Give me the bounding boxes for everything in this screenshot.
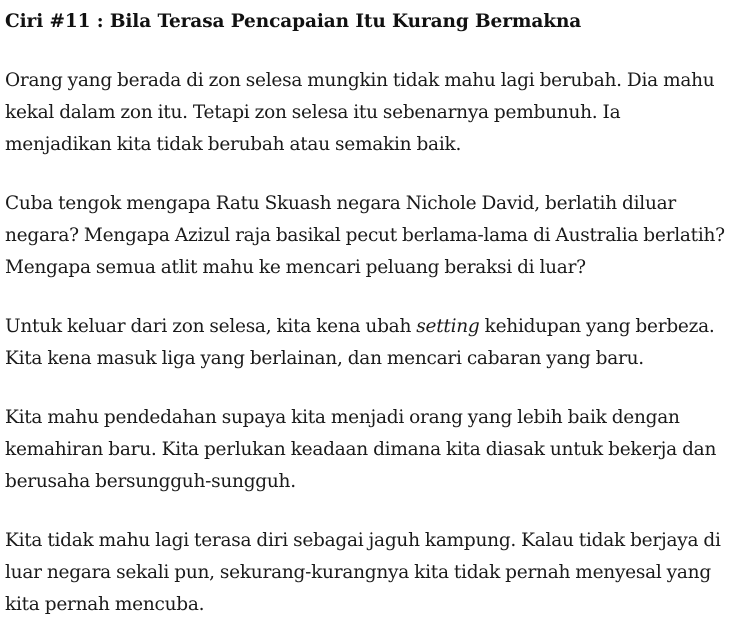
paragraph-athletes: Cuba tengok mengapa Ratu Skuash negara Nichole David, berlatih diluar negara? Mengapa Azizul raja basikal pecut berlama-lama di Australia berlatih? Mengapa semua atlit mahu ke mencari peluang beraksi di luar? <box>5 193 725 278</box>
paragraph-text-before: Untuk keluar dari zon selesa, kita kena ubah <box>5 316 417 337</box>
paragraph-comfort-zone: Orang yang berada di zon selesa mungkin tidak mahu lagi berubah. Dia mahu kekal dalam zon itu. Tetapi zon selesa itu sebenarnya pembunuh. Ia menjadikan kita tidak berubah atau semakin baik. <box>5 70 715 155</box>
paragraph-change-setting <box>5 311 731 375</box>
article-body <box>5 8 731 621</box>
paragraph-text-after: kehidupan yang berbeza. Kita kena masuk liga yang berlainan, dan mencari cabaran yang baru. <box>5 316 715 369</box>
paragraph-exposure: Kita mahu pendedahan supaya kita menjadi orang yang lebih baik dengan kemahiran baru. Kita perlukan keadaan dimana kita diasak untuk bekerja dan berusaha bersungguh-sungguh. <box>5 407 717 492</box>
paragraph-no-regret: Kita tidak mahu lagi terasa diri sebagai jaguh kampung. Kalau tidak berjaya di luar negara sekali pun, sekurang-kurangnya kita tidak pernah menyesal yang kita pernah mencuba. <box>5 530 721 615</box>
emphasis-setting: setting <box>416 316 480 337</box>
section-heading: Ciri #11 : Bila Terasa Pencapaian Itu Kurang Bermakna <box>5 11 582 32</box>
